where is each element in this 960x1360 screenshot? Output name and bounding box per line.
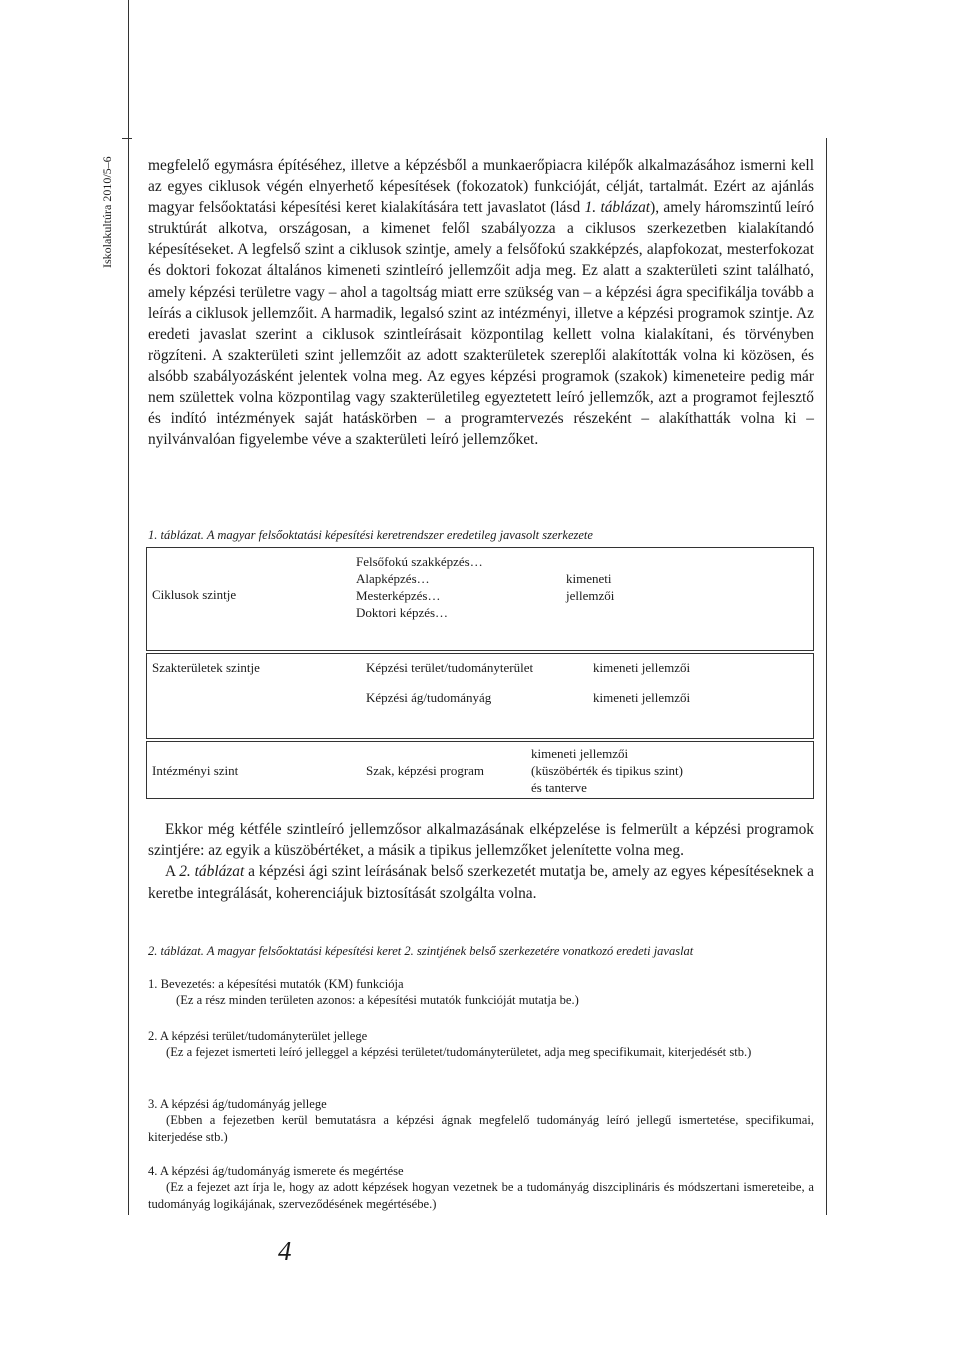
- margin-rule: [128, 0, 129, 1215]
- institution-label: Intézményi szint: [152, 763, 239, 778]
- program-outcome: kimeneti jellemzői: [531, 746, 629, 761]
- table2-item: 1. Bevezetés: a képesítési mutatók (KM) funkciója (Ez a rész minden területen azonos: a képesítési mutatók funkcióját mutatja be.): [148, 977, 579, 1008]
- cycle-item: Felsőfokú szakképzés…: [356, 554, 483, 569]
- table1-cycles-box: [146, 547, 814, 651]
- field-area: Képzési terület/tudományterület: [366, 660, 534, 675]
- cycles-label: Ciklusok szintje: [152, 587, 237, 602]
- table1-fields-box: [146, 653, 814, 739]
- margin-tick: [122, 138, 132, 139]
- table1-caption: 1. táblázat. A magyar felsőoktatási képesítési keretrendszer eredetileg javasolt szerkezete: [148, 528, 593, 542]
- body-paragraph-1: megfelelő egymásra építéséhez, illetve a képzésből a munkaerőpiacra kilépők alkalmazásához ismerni kell az egyes ciklusok végén elnyerhető képesítések (fokozatok) funkcióját, célját, tartalmát. Ezért az ajánlás magyar felsőoktatási képesítési keret kialakítására tett javaslatot (lásd 1. táblázat), amely háromszintű leíró struktúrát alkotva, országosan, a kimenet felől szabályozza a ciklusos szerkezetben kialakítandó képesítéseket. A legfelső szint a ciklusok szintje, amely a felsőfokú szakképzés, alapfokozat, mesterfokozat és doktori fokozat általános kimeneti szintleíró jellemzőit adja meg. Ez alatt a szakterületi szint található, amely képzési területre vagy – ahol a tagoltság miatt erre szükség van – a képzési ágra specifikálja tovább a leírás a ciklusok jellemzőit. A harmadik, legalsó szint az intézményi, illetve a képzési programok szintje. Az eredeti javaslat szerint a ciklusok szintleírásait központilag kellett volna kialakítani, és törvényben rögzíteni. A szakterületi szint jellemzőit az adott szakterületek szereplői alakították volna ki közösen, és alsóbb szabályozásként jelentek volna meg. Az egyes képzési programok (szakok) kimeneteire pedig már nem születtek volna központilag vagy szakterületileg egyeztetett leíró jellemzők, azt a programot fejlesztő és indító intézmények saját hatáskörben – a programtervezés részeként – alakíthatták volna ki – nyilvánvalóan figyelembe véve a szakterületi leíró jellemzőket.: [148, 157, 814, 449]
- table-ref: 2. táblázat: [179, 863, 245, 881]
- cycle-item: Alapképzés…: [356, 571, 430, 586]
- program-outcome: és tanterve: [531, 780, 587, 795]
- cycle-item: Doktori képzés…: [356, 605, 449, 620]
- program-outcome: (küszöbérték és tipikus szint): [531, 763, 683, 778]
- field-area-outcome: kimeneti jellemzői: [593, 660, 691, 675]
- page-number: 4: [278, 1236, 292, 1266]
- table2-item: 3. A képzési ág/tudományág jellege (Ebben a fejezetben kerül bemutatásra a képzési ágnak megfelelő tudományág leíró jellegű ismertetése, specifikumai, kiterjedése stb.): [148, 1097, 814, 1144]
- right-margin-rule: [826, 138, 827, 1215]
- cycle-item: Mesterképzés…: [356, 588, 441, 603]
- field-branch-outcome: kimeneti jellemzői: [593, 690, 691, 705]
- table-ref: 1. táblázat: [584, 199, 651, 217]
- table1-institution-box: [146, 741, 814, 799]
- running-head: Iskolakultúra 2010/5–6: [100, 156, 114, 268]
- program-label: Szak, képzési program: [366, 763, 485, 778]
- fields-label: Szakterületek szintje: [152, 660, 260, 675]
- cycles-outcome: kimeneti: [566, 571, 612, 586]
- table2-caption: 2. táblázat. A magyar felsőoktatási képesítési keret 2. szintjének belső szerkezetére vonatkozó eredeti javaslat: [148, 944, 694, 958]
- table2-item: 2. A képzési terület/tudományterület jellege (Ez a fejezet ismerteti leíró jelleggel a képzési területet/tudományterületet, adja meg specifikumait, kiterjedését stb.): [148, 1029, 752, 1060]
- table2-item: 4. A képzési ág/tudományág ismerete és megértése (Ez a fejezet azt írja le, hogy az adott képzések hogyan vezetnek be a tudományág diszciplináris és módszertani ismereteibe, a tudományág logikájának, szerveződésének megértésébe.): [148, 1164, 814, 1211]
- cycles-outcome: jellemzői: [566, 588, 615, 603]
- body-paragraph-2: Ekkor még kétféle szintleíró jellemzősor alkalmazásának elképzelése is felmerült a képzési programok szintjére: az egyik a küszöbértéket, a másik a tipikus jellemzőket jelenítette volna meg. A 2. táblázat a képzési ági szint leírásának belső szerkezetét mutatja be, amely az egyes képesítéseknek a keretbe integrálását, koherenciájuk biztosítását szolgálta volna.: [148, 821, 814, 902]
- field-branch: Képzési ág/tudományág: [366, 690, 492, 705]
